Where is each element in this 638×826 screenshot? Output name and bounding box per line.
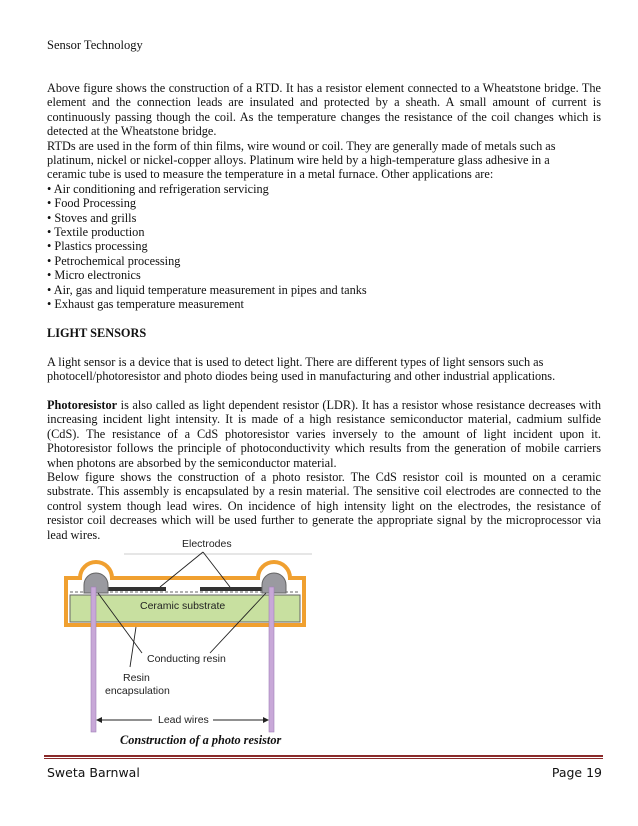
label-electrodes: Electrodes [182,538,232,550]
photoresistor-diagram [60,537,316,749]
list-item: • Plastics processing [47,239,148,254]
list-item: • Textile production [47,225,145,240]
label-ceramic-substrate: Ceramic substrate [140,600,226,612]
list-item: • Micro electronics [47,268,141,283]
rtd-paragraph: Above figure shows the construction of a RTD. It has a resistor element connected to a Wheatstone bridge. The element and the connection leads are insulated and protected by a sheath. A small amount of current is continuously passing though the coil. As the temperature changes the resistance of the coil changes which is detected at the Wheatstone bridge. [47,81,601,139]
construction-paragraph: Below figure shows the construction of a photo resistor. The CdS resistor coil is mounted on a ceramic substrate. This assembly is encapsulated by a resin material. The sensitive coil electrodes are connected to the control system though lead wires. On incidence of high intensity light on the electrodes, the resistance of resistor coil decreases which will be used further to generate the appropriate signal by the microprocessor via lead wires. [47,469,601,542]
footer-author: Sweta Barnwal [47,765,140,780]
footer-divider [44,758,603,759]
rtd-usage-line: RTDs are used in the form of thin films, wire wound or coil. They are generally made of metals such as [47,138,556,153]
electrode-strip-left [104,587,166,591]
electrode-strip-right [200,587,262,591]
footer-divider [44,755,603,757]
list-item: • Exhaust gas temperature measurement [47,297,244,312]
list-item: • Petrochemical processing [47,253,181,268]
list-item: • Air, gas and liquid temperature measurement in pipes and tanks [47,282,367,297]
rtd-usage-line: platinum, nickel or nickel-copper alloys. Platinum wire held by a high-temperature glass adhesive in a [47,153,550,168]
light-intro-line: photocell/photoresistor and photo diodes being used in manufacturing and other industrial applications. [47,369,556,384]
list-item: • Stoves and grills [47,210,137,225]
section-heading: LIGHT SENSORS [47,325,147,340]
label-lead-wires: Lead wires [158,714,209,726]
page-header: Sensor Technology [47,38,143,52]
light-intro-line: A light sensor is a device that is used to detect light. There are different types of light sensors such as [47,354,544,369]
leader-resin [130,627,136,667]
applications-list [47,182,601,312]
photoresistor-text: is also called as light dependent resistor (LDR). It has a resistor whose resistance decreases with increasing incident light intensity. It is made of a high resistance semiconductor material, cadmium sulfide (CdS). The resistance of a CdS photoresistor varies inversely to the amount of light incident upon it. Photoresistor follows the principle of photoconductivity which results from the generation of mobile carriers when photons are absorbed by the semiconductor material. [47,397,601,470]
label-resin: Resin [123,672,150,684]
lead-arrowhead-left [96,717,102,723]
figure-caption: Construction of a photo resistor [120,733,282,747]
label-conducting-resin: Conducting resin [147,653,226,665]
document-body [47,81,601,542]
lead-wire-right [269,587,274,732]
list-item: • Air conditioning and refrigeration servicing [47,181,269,196]
lead-wire-left [91,587,96,732]
photoresistor-paragraph [47,398,601,470]
page-number: Page 19 [551,765,602,780]
label-encapsulation: encapsulation [105,685,170,697]
list-item: • Food Processing [47,196,137,211]
rtd-usage-line: ceramic tube is used to measure the temperature in a metal furnace. Other applications are: [47,167,494,182]
term-photoresistor: Photoresistor [47,397,118,412]
lead-arrowhead-right [263,717,269,723]
